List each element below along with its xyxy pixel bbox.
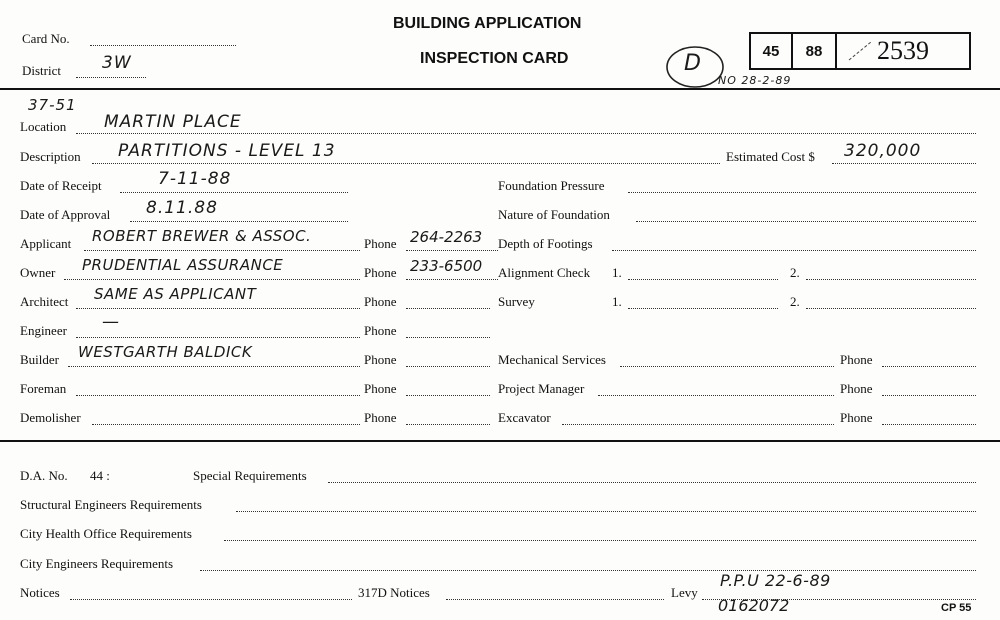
- applicant-phone-dots: [406, 250, 498, 251]
- estimated-cost-label: Estimated Cost $: [726, 149, 815, 164]
- slash-mark-icon: [845, 38, 875, 64]
- builder-value: WESTGARTH BALDICK: [78, 343, 253, 361]
- location-dots: [76, 133, 976, 134]
- levy-number: 0162072: [718, 596, 790, 615]
- description-label: Description: [20, 149, 81, 164]
- city-engineers-label: City Engineers Requirements: [20, 556, 174, 571]
- survey-dots-1: [628, 308, 778, 309]
- alignment-check-item-1: 1.: [612, 265, 622, 280]
- foundation-pressure-label: Foundation Pressure: [498, 178, 605, 193]
- applicant-dots: [84, 250, 360, 251]
- alignment-check-label: Alignment Check: [498, 265, 591, 280]
- stamp-note: NO 28-2-89: [718, 74, 792, 87]
- stamp-letter: D: [684, 51, 702, 76]
- notices-dots: [70, 599, 352, 600]
- foreman-phone-label: Phone: [364, 381, 397, 396]
- builder-phone-dots: [406, 366, 490, 367]
- estimated-cost-value: 320,000: [844, 141, 922, 161]
- notices-label: Notices: [20, 585, 60, 600]
- architect-value: SAME AS APPLICANT: [94, 285, 257, 303]
- date-of-approval-dots: [130, 221, 348, 222]
- depth-of-footings-label: Depth of Footings: [498, 236, 593, 251]
- levy-value: P.P.U 22-6-89: [720, 571, 831, 590]
- district-dots: [76, 77, 146, 78]
- alignment-check-dots-1: [628, 279, 778, 280]
- card-box-2: 88: [791, 32, 837, 70]
- date-of-receipt-dots: [120, 192, 348, 193]
- applicant-phone-label: Phone: [364, 236, 397, 251]
- mechanical-services-dots: [620, 366, 834, 367]
- foreman-phone-dots: [406, 395, 490, 396]
- engineer-phone-dots: [406, 337, 490, 338]
- card-no-dots: [90, 45, 236, 46]
- applicant-phone-value: 264-2263: [410, 228, 483, 246]
- notices-317d-dots: [446, 599, 664, 600]
- special-requirements-dots: [328, 482, 976, 483]
- foundation-pressure-dots: [628, 192, 976, 193]
- city-engineers-dots: [200, 570, 976, 571]
- builder-label: Builder: [20, 352, 59, 367]
- form-code: CP 55: [941, 602, 972, 614]
- location-label: Location: [20, 119, 67, 134]
- da-no-label: D.A. No.: [20, 468, 68, 483]
- engineer-dots: [76, 337, 360, 338]
- foreman-dots: [76, 395, 360, 396]
- date-of-approval-value: 8.11.88: [146, 198, 218, 218]
- excavator-phone-label: Phone: [840, 410, 873, 425]
- architect-label: Architect: [20, 294, 69, 309]
- section-rule: [0, 440, 1000, 442]
- demolisher-phone-label: Phone: [364, 410, 397, 425]
- owner-phone-dots: [406, 279, 498, 280]
- survey-dots-2: [806, 308, 976, 309]
- description-dots: [92, 163, 720, 164]
- special-requirements-label: Special Requirements: [193, 468, 307, 483]
- alignment-check-dots-2: [806, 279, 976, 280]
- da-no-value: 44 :: [90, 468, 110, 483]
- architect-dots: [76, 308, 360, 309]
- demolisher-dots: [92, 424, 360, 425]
- engineer-phone-label: Phone: [364, 323, 397, 338]
- engineer-label: Engineer: [20, 323, 67, 338]
- owner-phone-value: 233-6500: [410, 257, 483, 275]
- builder-phone-label: Phone: [364, 352, 397, 367]
- survey-label: Survey: [498, 294, 535, 309]
- date-of-receipt-value: 7-11-88: [158, 169, 232, 189]
- mechanical-services-phone-label: Phone: [840, 352, 873, 367]
- depth-of-footings-dots: [612, 250, 976, 251]
- mechanical-services-phone-dots: [882, 366, 976, 367]
- structural-engineers-label: Structural Engineers Requirements: [20, 497, 202, 512]
- title-line-1: BUILDING APPLICATION: [393, 15, 582, 32]
- date-of-approval-label: Date of Approval: [20, 207, 111, 222]
- date-of-receipt-label: Date of Receipt: [20, 178, 102, 193]
- owner-label: Owner: [20, 265, 56, 280]
- notices-317d-label: 317D Notices: [358, 585, 430, 600]
- project-manager-dots: [598, 395, 834, 396]
- card-no-label: Card No.: [22, 31, 70, 46]
- survey-item-2: 2.: [790, 294, 800, 309]
- card-box-1: 45: [749, 32, 793, 70]
- owner-phone-label: Phone: [364, 265, 397, 280]
- builder-dots: [68, 366, 360, 367]
- applicant-value: ROBERT BREWER & ASSOC.: [92, 227, 312, 245]
- excavator-label: Excavator: [498, 410, 551, 425]
- location-value: MARTIN PLACE: [104, 112, 242, 132]
- header-rule: [0, 88, 1000, 90]
- title-line-2: INSPECTION CARD: [420, 50, 569, 67]
- demolisher-label: Demolisher: [20, 410, 81, 425]
- applicant-label: Applicant: [20, 236, 72, 251]
- architect-phone-dots: [406, 308, 490, 309]
- survey-item-1: 1.: [612, 294, 622, 309]
- description-value: PARTITIONS - LEVEL 13: [118, 141, 336, 161]
- levy-label: Levy: [671, 585, 698, 600]
- alignment-check-item-2: 2.: [790, 265, 800, 280]
- mechanical-services-label: Mechanical Services: [498, 352, 606, 367]
- foreman-label: Foreman: [20, 381, 67, 396]
- excavator-dots: [562, 424, 834, 425]
- project-manager-phone-dots: [882, 395, 976, 396]
- owner-value: PRUDENTIAL ASSURANCE: [82, 256, 284, 274]
- city-health-label: City Health Office Requirements: [20, 526, 192, 541]
- demolisher-phone-dots: [406, 424, 490, 425]
- engineer-value: —: [102, 312, 120, 332]
- project-manager-label: Project Manager: [498, 381, 585, 396]
- city-health-dots: [224, 540, 976, 541]
- lot-number: 37-51: [28, 96, 77, 114]
- card-number: 2539: [877, 36, 929, 65]
- owner-dots: [64, 279, 360, 280]
- district-value: 3W: [102, 53, 132, 73]
- estimated-cost-dots: [832, 163, 976, 164]
- district-label: District: [22, 63, 61, 78]
- excavator-phone-dots: [882, 424, 976, 425]
- project-manager-phone-label: Phone: [840, 381, 873, 396]
- architect-phone-label: Phone: [364, 294, 397, 309]
- nature-of-foundation-label: Nature of Foundation: [498, 207, 610, 222]
- structural-engineers-dots: [236, 511, 976, 512]
- nature-of-foundation-dots: [636, 221, 976, 222]
